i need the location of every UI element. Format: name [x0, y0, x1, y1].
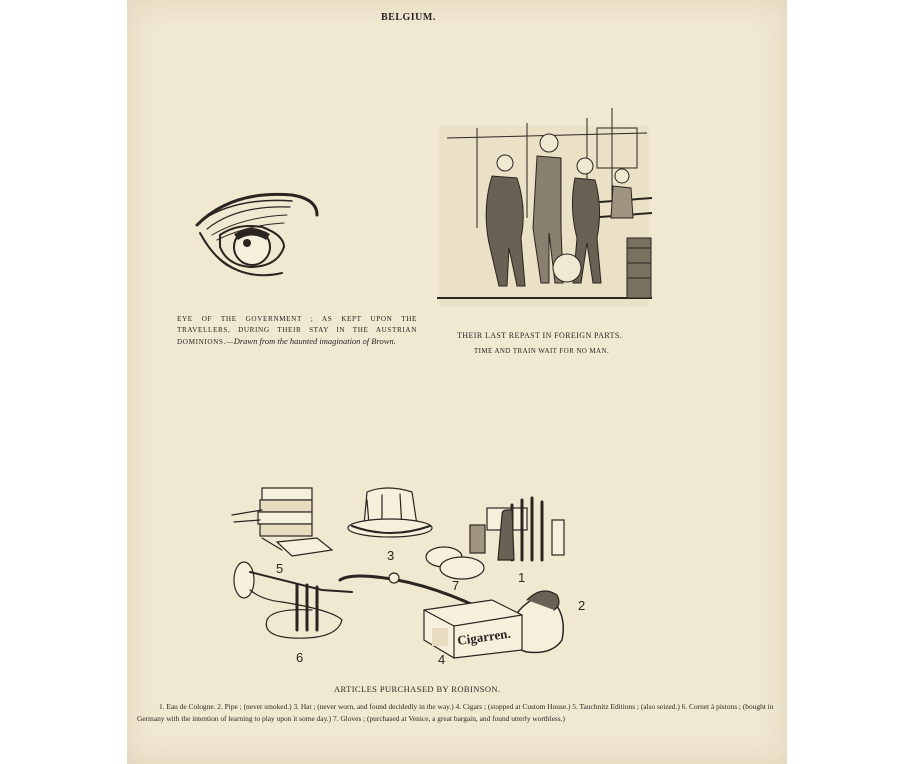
item-number-7: 7 [452, 578, 460, 593]
cologne-bottles-drawing [470, 498, 564, 560]
articles-title: ARTICLES PURCHASED BY ROBINSON. [334, 684, 501, 694]
articles-illustration [222, 480, 632, 670]
repast-caption-subtitle: TIME AND TRAIN WAIT FOR NO MAN. [474, 347, 610, 355]
books-drawing [232, 488, 332, 556]
item-number-4: 4 [438, 652, 446, 667]
repast-scene-illustration [437, 108, 657, 308]
cornet-drawing [234, 562, 352, 638]
item-number-2: 2 [578, 598, 586, 613]
eye-caption [177, 314, 417, 348]
book-page [127, 0, 787, 764]
eye-caption-text: EYE OF THE GOVERNMENT ; AS KEPT UPON THE TRAVELLERS, DURING THEIR STAY IN THE AUSTRIAN DOMINIONS.— [177, 315, 417, 346]
page-title: BELGIUM. [381, 12, 436, 23]
eye-illustration [192, 185, 332, 295]
item-number-5: 5 [276, 561, 284, 576]
item-number-6: 6 [296, 650, 304, 665]
repast-caption-title: THEIR LAST REPAST IN FOREIGN PARTS. [457, 331, 623, 340]
item-number-3: 3 [387, 548, 395, 563]
articles-legend: 1. Eau de Cologne. 2. Pipe ; (never smoked.) 3. Hat ; (never worn, and found decidedly in the way.) 4. Cigars ; (stopped at Custom House.) 5. Tauchnitz Editions ; (also seized.) 6. Cornet à pistons ; (bought in Germany with the intention of learning to play upon it some day.) 7. Gloves ; (purchased at Venice, a great bargain, and found utterly worthless.) [137, 702, 774, 723]
eye-caption-credit: Drawn from the haunted imagination of Brown. [233, 336, 396, 346]
hat-drawing [348, 488, 432, 537]
cigar-box-label: Cigarren. [456, 625, 512, 648]
item-number-1: 1 [518, 570, 526, 585]
